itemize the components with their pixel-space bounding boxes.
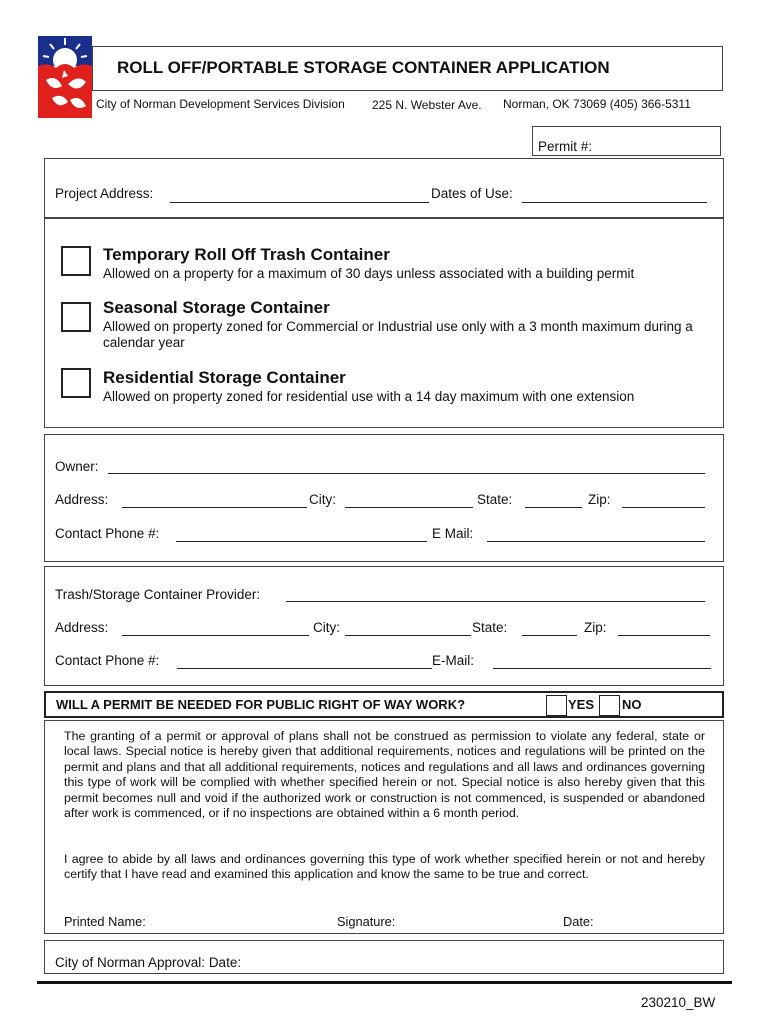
- provider-phone-input[interactable]: [177, 668, 432, 669]
- option-title: Temporary Roll Off Trash Container: [103, 245, 390, 264]
- permit-number-label: Permit #:: [538, 139, 593, 154]
- provider-city-input[interactable]: [345, 635, 471, 636]
- no-label: NO: [622, 697, 642, 712]
- owner-email-input[interactable]: [487, 541, 705, 542]
- division-city-phone: Norman, OK 73069 (405) 366-5311: [503, 97, 691, 111]
- city-seal-logo: [38, 36, 92, 118]
- option-title: Seasonal Storage Container: [103, 298, 330, 317]
- provider-phone-label: Contact Phone #:: [55, 653, 160, 668]
- residential-storage-checkbox[interactable]: [61, 368, 91, 398]
- owner-city-label: City:: [309, 492, 336, 507]
- owner-input[interactable]: [108, 473, 705, 474]
- date-label: Date:: [563, 914, 594, 929]
- provider-city-label: City:: [313, 620, 340, 635]
- right-of-way-question: WILL A PERMIT BE NEEDED FOR PUBLIC RIGHT OF WAY WORK?: [56, 697, 466, 712]
- division-name: City of Norman Development Services Division: [96, 97, 345, 111]
- printed-name-label: Printed Name:: [64, 914, 146, 929]
- project-address-label: Project Address:: [55, 186, 154, 201]
- no-checkbox[interactable]: [599, 695, 620, 716]
- owner-email-label: E Mail:: [432, 526, 474, 541]
- dates-of-use-label: Dates of Use:: [431, 186, 513, 201]
- yes-checkbox[interactable]: [546, 695, 567, 716]
- provider-label: Trash/Storage Container Provider:: [55, 587, 261, 602]
- option-description: Allowed on a property for a maximum of 30 days unless associated with a building permit: [103, 266, 635, 281]
- owner-phone-label: Contact Phone #:: [55, 526, 160, 541]
- dates-of-use-input[interactable]: [522, 202, 707, 203]
- provider-address-label: Address:: [55, 620, 109, 635]
- certification-paragraph: I agree to abide by all laws and ordinances governing this type of work whether specified herein or not and hereby certify that I have read and examined this application and know the same to be true and correct.: [64, 852, 705, 882]
- owner-state-label: State:: [477, 492, 513, 507]
- form-title: ROLL OFF/PORTABLE STORAGE CONTAINER APPLICATION: [117, 58, 610, 77]
- owner-section: [44, 434, 724, 562]
- provider-state-input[interactable]: [522, 635, 577, 636]
- temporary-rolloff-checkbox[interactable]: [61, 246, 91, 276]
- project-address-input[interactable]: [170, 202, 429, 203]
- owner-phone-input[interactable]: [176, 541, 427, 542]
- owner-address-label: Address:: [55, 492, 109, 507]
- seasonal-storage-checkbox[interactable]: [61, 302, 91, 332]
- approval-label: City of Norman Approval: Date:: [55, 955, 242, 970]
- owner-label: Owner:: [55, 459, 99, 474]
- owner-zip-label: Zip:: [588, 492, 611, 507]
- form-code: 230210_BW: [641, 995, 716, 1010]
- signature-label: Signature:: [337, 914, 396, 929]
- division-street: 225 N. Webster Ave.: [372, 98, 482, 112]
- owner-state-input[interactable]: [525, 507, 582, 508]
- provider-zip-input[interactable]: [618, 635, 710, 636]
- option-description: Allowed on property zoned for Commercial or Industrial use only with a 3 month maximum during a calendar year: [103, 319, 693, 350]
- terms-paragraph: The granting of a permit or approval of plans shall not be construed as permission to violate any federal, state or local laws. Special notice is hereby given that additional requirements, notices and regulations will be printed on the permit and plans and that all additional requirements, notices and regulations and all laws and ordinances governing this type of work will be complied with whether specified herein or not. Special notice is also hereby given that this permit becomes null and void if the authorized work or construction is not commenced, is suspended or abandoned after work is commenced, or if no inspections are obtained within a 6 month period.: [64, 729, 705, 821]
- provider-input[interactable]: [286, 601, 705, 602]
- yes-label: YES: [568, 697, 595, 712]
- provider-address-input[interactable]: [122, 635, 309, 636]
- provider-zip-label: Zip:: [584, 620, 607, 635]
- option-description: Allowed on property zoned for residential use with a 14 day maximum with one extension: [103, 389, 635, 404]
- owner-address-input[interactable]: [122, 507, 307, 508]
- owner-city-input[interactable]: [345, 507, 473, 508]
- footer-rule: [37, 981, 732, 984]
- owner-zip-input[interactable]: [622, 507, 705, 508]
- option-title: Residential Storage Container: [103, 368, 346, 387]
- provider-email-input[interactable]: [493, 668, 711, 669]
- provider-state-label: State:: [472, 620, 508, 635]
- provider-email-label: E-Mail:: [432, 653, 475, 668]
